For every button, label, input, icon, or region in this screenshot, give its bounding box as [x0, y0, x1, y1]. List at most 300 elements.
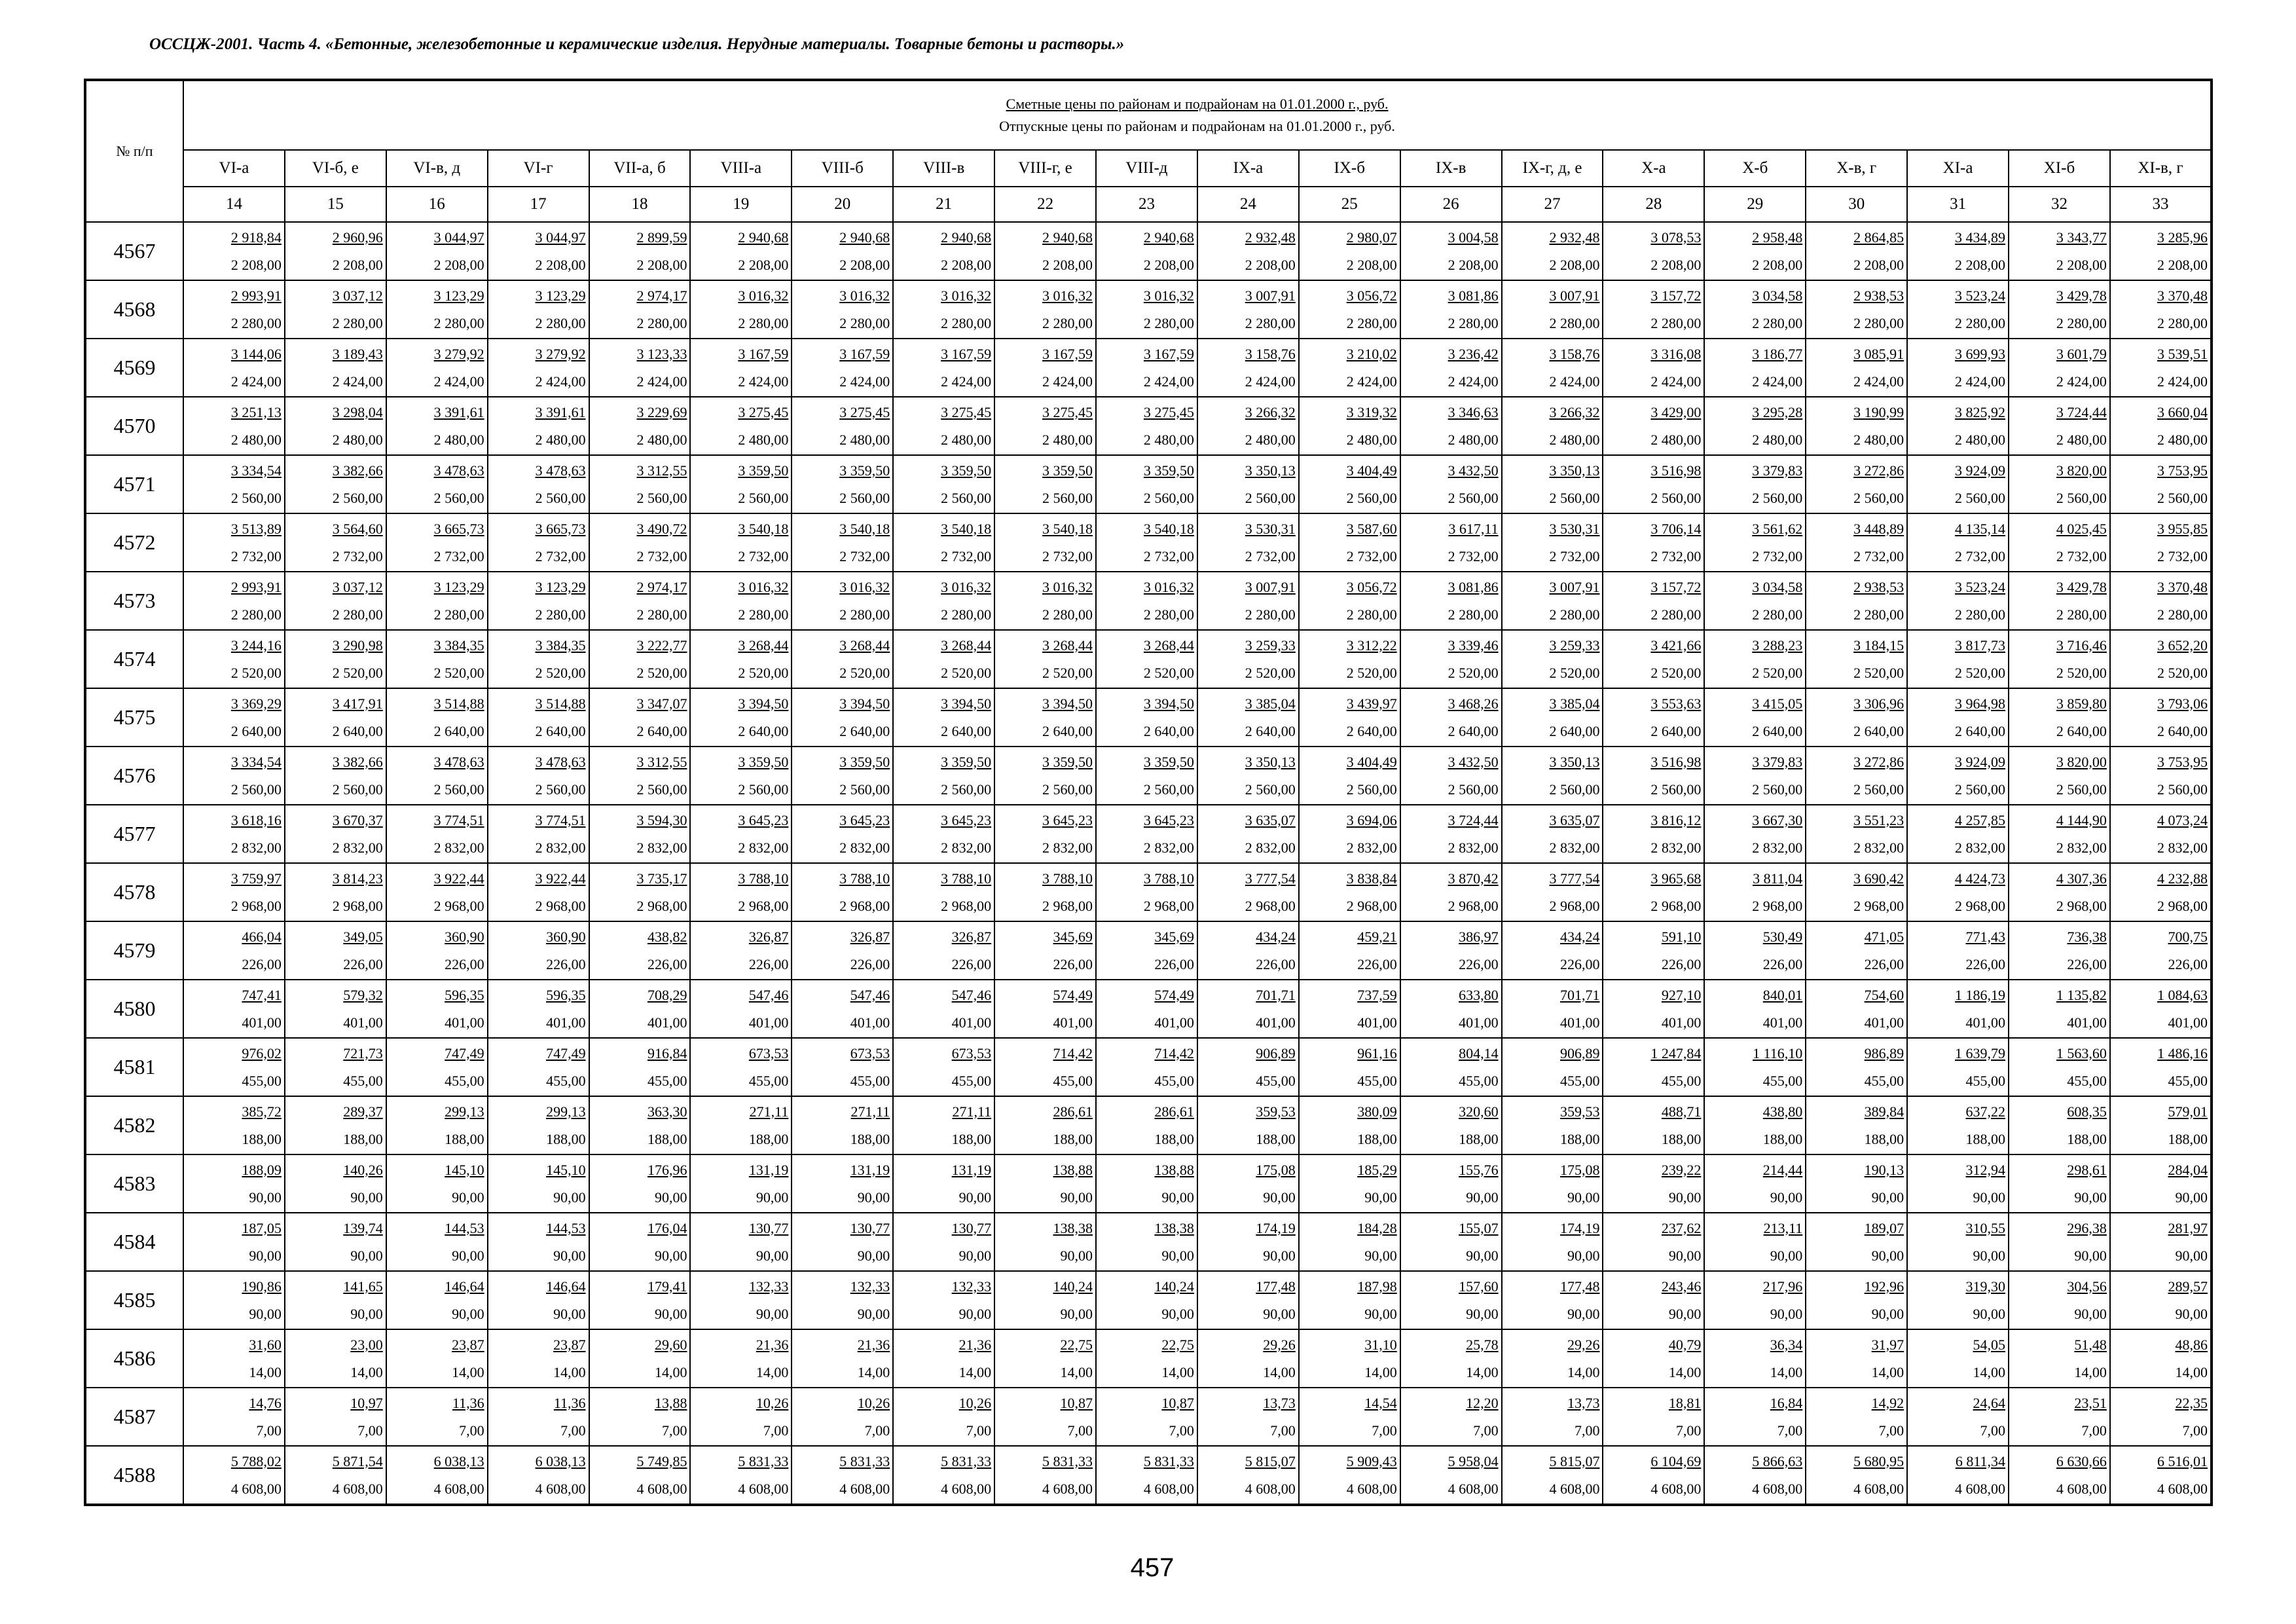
price-cell [386, 397, 488, 455]
estimated-price: 3 279,92 [433, 345, 484, 362]
selling-price: 7,00 [1980, 1422, 2006, 1439]
price-cell [893, 1154, 994, 1213]
selling-price: 2 208,00 [1752, 256, 1803, 273]
estimated-price: 3 432,50 [1448, 462, 1499, 479]
price-cell [2009, 1329, 2110, 1388]
estimated-price: 3 167,59 [941, 345, 992, 362]
price-cell [1603, 1388, 1704, 1446]
price-cell [994, 1096, 1096, 1154]
estimated-price: 177,48 [1559, 1278, 1600, 1295]
estimated-price: 3 859,80 [2056, 695, 2107, 712]
selling-price: 2 480,00 [1346, 431, 1397, 448]
price-cell [792, 805, 893, 863]
price-cell [690, 280, 792, 339]
selling-price: 2 208,00 [332, 256, 383, 273]
selling-price: 226,00 [2067, 955, 2107, 972]
selling-price: 2 424,00 [1143, 373, 1194, 390]
selling-price: 90,00 [958, 1189, 992, 1206]
selling-price: 2 560,00 [1650, 489, 1702, 506]
estimated-price: 3 279,92 [535, 345, 586, 362]
estimated-price: 132,33 [748, 1278, 789, 1295]
selling-price: 2 732,00 [332, 547, 383, 564]
price-cell [589, 1154, 691, 1213]
price-cell [285, 280, 386, 339]
price-cell [1400, 280, 1502, 339]
price-cell [1299, 688, 1400, 747]
estimated-price: 2 940,68 [1143, 229, 1194, 246]
price-cell [690, 513, 792, 572]
estimated-price: 3 394,50 [1042, 695, 1093, 712]
selling-price: 2 832,00 [1245, 839, 1296, 856]
selling-price: 226,00 [1357, 955, 1397, 972]
price-cell [1806, 222, 1907, 280]
price-cell [1603, 688, 1704, 747]
selling-price: 2 280,00 [1042, 314, 1093, 331]
estimated-price: 3 540,18 [941, 520, 992, 537]
selling-price: 401,00 [1965, 1014, 2006, 1031]
estimated-price: 3 551,23 [1853, 811, 1904, 828]
price-cell [1704, 280, 1806, 339]
price-cell [792, 1271, 893, 1329]
estimated-price: 3 056,72 [1346, 287, 1397, 304]
selling-price: 7,00 [1777, 1422, 1803, 1439]
price-cell [1096, 1271, 1197, 1329]
selling-price: 2 832,00 [941, 839, 992, 856]
selling-price: 226,00 [1965, 955, 2006, 972]
estimated-price: 4 144,90 [2056, 811, 2107, 828]
selling-price: 2 208,00 [535, 256, 586, 273]
price-cell [589, 1446, 691, 1505]
selling-price: 2 560,00 [1143, 781, 1194, 798]
row-number: 4572 [85, 513, 183, 572]
price-cell [1400, 339, 1502, 397]
table-row [85, 1154, 2212, 1213]
selling-price: 188,00 [1459, 1130, 1499, 1147]
estimated-price: 1 486,16 [2157, 1044, 2208, 1061]
selling-price: 2 280,00 [1448, 314, 1499, 331]
selling-price: 2 732,00 [2056, 547, 2107, 564]
price-cell [1197, 1154, 1299, 1213]
estimated-price: 3 429,00 [1650, 403, 1702, 420]
table-row [85, 1446, 2212, 1505]
estimated-price: 360,90 [445, 928, 484, 945]
price-cell [285, 980, 386, 1038]
selling-price: 2 560,00 [1448, 781, 1499, 798]
price-table [84, 79, 2213, 1506]
table-row [85, 1388, 2212, 1446]
estimated-price: 3 391,61 [535, 403, 586, 420]
estimated-price: 3 037,12 [332, 578, 383, 595]
selling-price: 2 208,00 [941, 256, 992, 273]
selling-price: 226,00 [850, 955, 890, 972]
price-cell [690, 747, 792, 805]
estimated-price: 3 924,09 [1955, 753, 2006, 770]
page-number: 457 [1130, 1553, 1175, 1582]
price-cell [1806, 980, 1907, 1038]
estimated-price: 5 788,02 [230, 1452, 282, 1469]
table-row [85, 863, 2212, 921]
selling-price: 2 480,00 [941, 431, 992, 448]
price-cell [1502, 572, 1603, 630]
estimated-price: 3 359,50 [1042, 753, 1093, 770]
column-number: 16 [386, 187, 488, 222]
price-cell [1907, 455, 2009, 513]
selling-price: 2 424,00 [433, 373, 484, 390]
column-number: 25 [1299, 187, 1400, 222]
price-cell [994, 863, 1096, 921]
estimated-price: 174,19 [1256, 1219, 1296, 1236]
price-cell [285, 397, 386, 455]
selling-price: 226,00 [1459, 955, 1499, 972]
estimated-price: 21,36 [756, 1336, 789, 1353]
estimated-price: 299,13 [445, 1103, 484, 1120]
estimated-price: 138,38 [1053, 1219, 1093, 1236]
region-header: X-в, г [1806, 150, 1907, 187]
selling-price: 90,00 [1060, 1189, 1093, 1206]
selling-price: 2 208,00 [2056, 256, 2107, 273]
estimated-price: 3 415,05 [1752, 695, 1803, 712]
price-cell [183, 280, 285, 339]
estimated-price: 319,30 [1965, 1278, 2006, 1295]
selling-price: 401,00 [1559, 1014, 1600, 1031]
price-cell [1299, 339, 1400, 397]
estimated-price: 3 123,29 [433, 287, 484, 304]
price-cell [1197, 1271, 1299, 1329]
price-cell [893, 747, 994, 805]
price-cell [2110, 1388, 2212, 1446]
selling-price: 90,00 [1364, 1247, 1397, 1264]
estimated-price: 192,96 [1864, 1278, 1904, 1295]
estimated-price: 10,26 [958, 1394, 992, 1411]
price-cell [1096, 1446, 1197, 1505]
selling-price: 7,00 [661, 1422, 687, 1439]
price-cell [183, 1271, 285, 1329]
price-cell [2009, 863, 2110, 921]
estimated-price: 174,19 [1559, 1219, 1600, 1236]
price-cell [488, 805, 589, 863]
price-cell [488, 513, 589, 572]
price-cell [2009, 688, 2110, 747]
price-cell [1907, 1154, 2009, 1213]
estimated-price: 3 404,49 [1346, 753, 1397, 770]
estimated-price: 2 938,53 [1853, 578, 1904, 595]
price-cell [792, 455, 893, 513]
price-cell [1299, 222, 1400, 280]
column-number: 33 [2110, 187, 2212, 222]
selling-price: 2 732,00 [2157, 547, 2208, 564]
selling-price: 2 560,00 [1346, 489, 1397, 506]
price-cell [1502, 980, 1603, 1038]
selling-price: 2 968,00 [1549, 897, 1600, 914]
estimated-price: 771,43 [1965, 928, 2006, 945]
price-cell [1197, 339, 1299, 397]
selling-price: 90,00 [249, 1247, 282, 1264]
estimated-price: 6 038,13 [535, 1452, 586, 1469]
price-cell [488, 572, 589, 630]
selling-price: 2 832,00 [1042, 839, 1093, 856]
price-cell [1197, 455, 1299, 513]
price-cell [690, 805, 792, 863]
price-cell [1806, 572, 1907, 630]
selling-price: 2 732,00 [738, 547, 789, 564]
price-cell [994, 1038, 1096, 1096]
price-cell [1096, 863, 1197, 921]
estimated-price: 3 513,89 [230, 520, 282, 537]
table-row [85, 1038, 2212, 1096]
selling-price: 90,00 [2175, 1305, 2208, 1322]
price-cell [2009, 805, 2110, 863]
price-cell [1704, 805, 1806, 863]
estimated-price: 3 706,14 [1650, 520, 1702, 537]
estimated-price: 3 665,73 [535, 520, 586, 537]
estimated-price: 3 370,48 [2157, 287, 2208, 304]
estimated-price: 3 516,98 [1650, 753, 1702, 770]
price-cell [1907, 1213, 2009, 1271]
estimated-price: 574,49 [1053, 986, 1093, 1003]
selling-price: 2 208,00 [1042, 256, 1093, 273]
estimated-price: 5 831,33 [1143, 1452, 1194, 1469]
selling-price: 401,00 [647, 1014, 687, 1031]
estimated-price: 3 564,60 [332, 520, 383, 537]
selling-price: 2 520,00 [2056, 664, 2107, 681]
estimated-price: 3 788,10 [738, 870, 789, 887]
price-cell [183, 1446, 285, 1505]
price-cell [994, 455, 1096, 513]
selling-price: 90,00 [452, 1189, 484, 1206]
price-cell [1704, 1446, 1806, 1505]
selling-price: 188,00 [343, 1130, 383, 1147]
region-header: X-а [1603, 150, 1704, 187]
price-cell [1704, 339, 1806, 397]
price-cell [1603, 980, 1704, 1038]
price-cell [994, 921, 1096, 980]
price-cell [1502, 339, 1603, 397]
selling-price: 2 832,00 [1853, 839, 1904, 856]
estimated-price: 326,87 [951, 928, 992, 945]
selling-price: 455,00 [546, 1072, 586, 1089]
price-cell [2009, 280, 2110, 339]
price-cell [1299, 1446, 1400, 1505]
price-cell [386, 1154, 488, 1213]
estimated-price: 349,05 [343, 928, 383, 945]
estimated-price: 916,84 [647, 1044, 687, 1061]
estimated-price: 596,35 [546, 986, 586, 1003]
estimated-price: 701,71 [1256, 986, 1296, 1003]
price-cell [1704, 397, 1806, 455]
estimated-price: 131,19 [748, 1161, 789, 1178]
selling-price: 2 560,00 [1549, 781, 1600, 798]
estimated-price: 18,81 [1668, 1394, 1702, 1411]
selling-price: 2 968,00 [1853, 897, 1904, 914]
selling-price: 14,00 [1060, 1363, 1093, 1380]
price-cell [690, 1388, 792, 1446]
selling-price: 2 640,00 [1042, 722, 1093, 739]
row-number: 4581 [85, 1038, 183, 1096]
estimated-price: 16,84 [1770, 1394, 1803, 1411]
selling-price: 90,00 [1973, 1305, 2006, 1322]
estimated-price: 3 924,09 [1955, 462, 2006, 479]
price-cell [1907, 397, 2009, 455]
estimated-price: 3 268,44 [839, 637, 890, 654]
selling-price: 2 640,00 [2056, 722, 2107, 739]
estimated-price: 10,97 [350, 1394, 383, 1411]
estimated-price: 3 369,29 [230, 695, 282, 712]
price-cell [690, 1446, 792, 1505]
selling-price: 401,00 [1661, 1014, 1702, 1031]
estimated-price: 3 306,96 [1853, 695, 1904, 712]
selling-price: 2 968,00 [1143, 897, 1194, 914]
estimated-price: 5 831,33 [1042, 1452, 1093, 1469]
price-cell [1603, 1446, 1704, 1505]
price-cell [589, 455, 691, 513]
estimated-price: 3 312,55 [636, 753, 687, 770]
price-cell [1704, 222, 1806, 280]
price-cell [1299, 572, 1400, 630]
table-row [85, 805, 2212, 863]
column-number: 29 [1704, 187, 1806, 222]
price-cell [1907, 1388, 2009, 1446]
region-header: IX-а [1197, 150, 1299, 187]
price-cell [690, 1096, 792, 1154]
selling-price: 2 560,00 [535, 781, 586, 798]
selling-price: 90,00 [249, 1305, 282, 1322]
selling-price: 90,00 [1668, 1305, 1702, 1322]
estimated-price: 3 158,76 [1245, 345, 1296, 362]
estimated-price: 3 298,04 [332, 403, 383, 420]
price-cell [1907, 747, 2009, 805]
estimated-price: 3 016,32 [941, 578, 992, 595]
estimated-price: 6 630,66 [2056, 1452, 2107, 1469]
estimated-price: 3 478,63 [535, 753, 586, 770]
selling-price: 2 560,00 [1042, 781, 1093, 798]
estimated-price: 3 816,12 [1650, 811, 1702, 828]
table-row [85, 397, 2212, 455]
row-number: 4586 [85, 1329, 183, 1388]
price-cell [1806, 1329, 1907, 1388]
estimated-price: 359,53 [1256, 1103, 1296, 1120]
price-cell [1907, 572, 2009, 630]
price-cell [1197, 1329, 1299, 1388]
price-cell [1502, 1154, 1603, 1213]
selling-price: 401,00 [2067, 1014, 2107, 1031]
estimated-price: 438,82 [647, 928, 687, 945]
estimated-price: 23,00 [350, 1336, 383, 1353]
estimated-price: 13,73 [1567, 1394, 1600, 1411]
estimated-price: 3 044,97 [535, 229, 586, 246]
row-number: 4575 [85, 688, 183, 747]
price-cell [792, 1329, 893, 1388]
price-cell [994, 572, 1096, 630]
price-cell [994, 630, 1096, 688]
estimated-price: 176,96 [647, 1161, 687, 1178]
selling-price: 226,00 [1762, 955, 1803, 972]
selling-price: 2 424,00 [535, 373, 586, 390]
selling-price: 2 732,00 [1143, 547, 1194, 564]
selling-price: 455,00 [1864, 1072, 1904, 1089]
price-cell [285, 1388, 386, 1446]
estimated-price: 144,53 [445, 1219, 484, 1236]
selling-price: 4 608,00 [1955, 1480, 2006, 1497]
selling-price: 2 424,00 [2157, 373, 2208, 390]
estimated-price: 3 530,31 [1549, 520, 1600, 537]
column-number: 27 [1502, 187, 1603, 222]
estimated-price: 389,84 [1864, 1103, 1904, 1120]
selling-price: 2 424,00 [1245, 373, 1296, 390]
selling-price: 2 280,00 [1752, 314, 1803, 331]
price-cell [792, 339, 893, 397]
selling-price: 455,00 [1154, 1072, 1194, 1089]
estimated-price: 6 811,34 [1955, 1452, 2006, 1469]
price-cell [589, 1038, 691, 1096]
selling-price: 2 208,00 [1549, 256, 1600, 273]
price-cell [386, 630, 488, 688]
estimated-price: 3 478,63 [433, 462, 484, 479]
selling-price: 188,00 [1661, 1130, 1702, 1147]
selling-price: 401,00 [2168, 1014, 2208, 1031]
selling-price: 4 608,00 [1042, 1480, 1093, 1497]
selling-price: 4 608,00 [839, 1480, 890, 1497]
selling-price: 2 640,00 [1650, 722, 1702, 739]
estimated-price: 3 359,50 [738, 462, 789, 479]
selling-price: 7,00 [1878, 1422, 1904, 1439]
selling-price: 188,00 [1965, 1130, 2006, 1147]
selling-price: 188,00 [546, 1130, 586, 1147]
price-cell [1502, 280, 1603, 339]
estimated-price: 3 007,91 [1549, 578, 1600, 595]
selling-price: 2 280,00 [1245, 314, 1296, 331]
selling-price: 2 424,00 [2056, 373, 2107, 390]
estimated-price: 177,48 [1256, 1278, 1296, 1295]
selling-price: 2 480,00 [535, 431, 586, 448]
estimated-price: 3 645,23 [941, 811, 992, 828]
estimated-price: 608,35 [2067, 1103, 2107, 1120]
estimated-price: 3 817,73 [1955, 637, 2006, 654]
selling-price: 401,00 [1154, 1014, 1194, 1031]
estimated-price: 3 034,58 [1752, 578, 1803, 595]
price-cell [792, 1446, 893, 1505]
price-cell [1603, 1096, 1704, 1154]
price-cell [994, 1446, 1096, 1505]
price-cell [1806, 339, 1907, 397]
selling-price: 90,00 [756, 1247, 789, 1264]
price-cell [2009, 1038, 2110, 1096]
estimated-price: 14,76 [249, 1394, 282, 1411]
price-cell [1806, 1446, 1907, 1505]
price-cell [589, 572, 691, 630]
price-cell [1400, 980, 1502, 1038]
estimated-price: 3 123,29 [535, 578, 586, 595]
price-cell [1603, 1038, 1704, 1096]
selling-price: 2 208,00 [1245, 256, 1296, 273]
column-number: 22 [994, 187, 1096, 222]
selling-price: 4 608,00 [1143, 1480, 1194, 1497]
estimated-price: 3 123,29 [535, 287, 586, 304]
price-cell [1096, 572, 1197, 630]
selling-price: 90,00 [1466, 1305, 1499, 1322]
price-cell [1806, 1154, 1907, 1213]
price-cell [1197, 630, 1299, 688]
price-cell [183, 1038, 285, 1096]
selling-price: 2 520,00 [535, 664, 586, 681]
estimated-price: 673,53 [951, 1044, 992, 1061]
price-cell [893, 1271, 994, 1329]
estimated-price: 22,35 [2175, 1394, 2208, 1411]
estimated-price: 3 955,85 [2157, 520, 2208, 537]
selling-price: 2 560,00 [636, 781, 687, 798]
price-cell [2110, 863, 2212, 921]
price-cell [488, 1213, 589, 1271]
estimated-price: 754,60 [1864, 986, 1904, 1003]
